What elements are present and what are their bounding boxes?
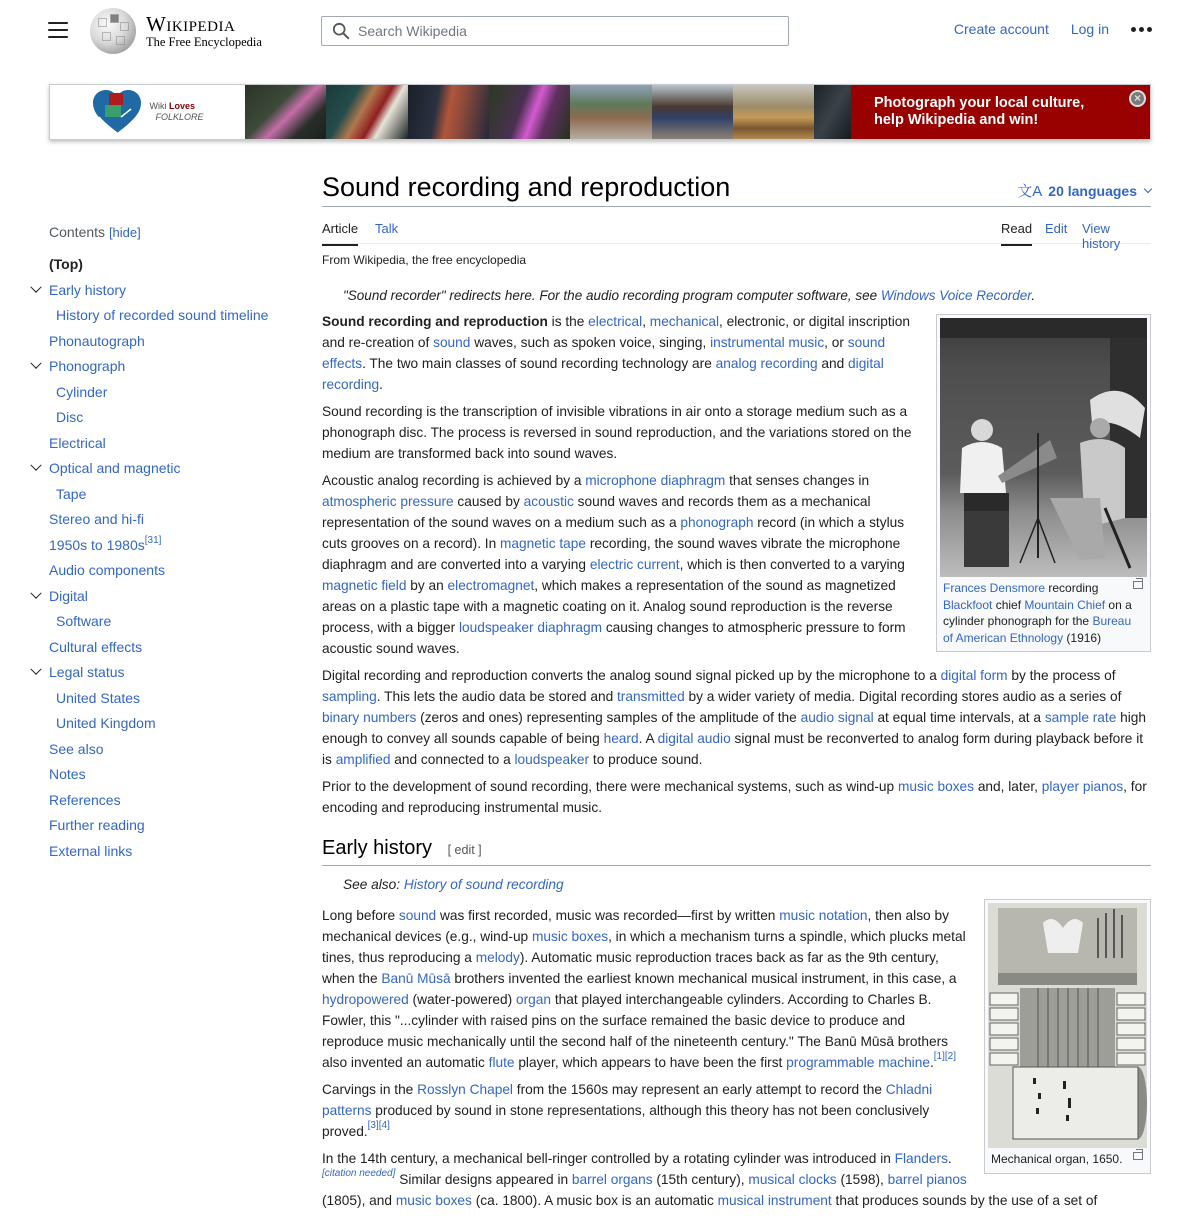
toc-item[interactable] — [49, 281, 279, 300]
paragraph — [322, 665, 1151, 770]
text-run: signal must be reconverted to analog form during playback before it is — [322, 731, 1144, 767]
toc-title: Contents — [49, 224, 106, 240]
article-link[interactable]: digital form — [940, 668, 1008, 683]
article-link[interactable]: Rosslyn Chapel — [417, 1082, 513, 1097]
banner-logo-folklore: FOLKLORE — [155, 112, 204, 122]
toc-item-label[interactable]: See also — [49, 740, 104, 757]
ellipsis-icon-dot — [1147, 27, 1152, 32]
banner-close-icon[interactable]: × — [1129, 90, 1146, 107]
article-link[interactable]: binary numbers — [322, 710, 417, 725]
banner-photo — [652, 85, 733, 139]
reference-sup[interactable]: [citation needed] — [322, 1168, 396, 1179]
toc-item-label[interactable]: Tape — [56, 485, 87, 502]
log-in-link[interactable]: Log in — [1070, 21, 1109, 37]
banner-photo — [326, 85, 407, 139]
text-run: chief — [992, 597, 1025, 612]
create-account-link[interactable]: Create account — [953, 21, 1049, 37]
article-link[interactable]: sampling — [322, 689, 377, 704]
see-also-note — [322, 874, 1151, 895]
bold-text: Sound recording and reproduction — [322, 314, 548, 329]
text-run: , which makes a representation of the sound as magnetized areas on a plastic tape with a magnetic coating on it. Analog sound reproduction is the reverse process, with a bigger — [322, 578, 896, 635]
toc-item-label[interactable]: Software — [56, 613, 112, 629]
tab-article[interactable]: Article — [322, 221, 358, 246]
article-link[interactable]: electrical — [588, 314, 643, 329]
toc-item-label[interactable]: Cultural effects — [49, 638, 143, 655]
text-run: on a cylinder phonograph for the — [943, 597, 1132, 628]
article-link[interactable]: microphone diaphragm — [585, 473, 726, 488]
article-link[interactable]: amplified — [335, 752, 391, 767]
text-run: , then also by mechanical devices (e.g., wind-up — [322, 908, 949, 944]
wikipedia-logo-link[interactable] — [90, 8, 262, 54]
article-link[interactable]: digital recording — [322, 356, 884, 392]
toc-item[interactable] — [49, 255, 279, 274]
toc-item-label[interactable]: History of recorded sound timeline — [56, 307, 269, 323]
text-run: Acoustic analog recording is achieved by a — [322, 473, 586, 488]
hamburger-icon-bar — [48, 29, 68, 31]
toc-item-ref[interactable]: [31] — [144, 534, 162, 546]
text-run: . A — [638, 731, 658, 746]
article-link[interactable]: music boxes — [531, 929, 609, 944]
toc-item-label[interactable]: United Kingdom — [56, 715, 156, 731]
figure-caption — [940, 577, 1147, 648]
toc-item[interactable] — [49, 740, 279, 759]
toc-item[interactable] — [49, 714, 279, 733]
chevron-down-icon[interactable] — [30, 281, 41, 292]
toc-item-label[interactable]: Stereo and hi-fi — [49, 511, 144, 527]
banner-photo — [570, 85, 651, 139]
reference-sup[interactable]: [3][4] — [367, 1120, 390, 1131]
text-run: that senses changes in — [725, 473, 870, 488]
text-run: , or — [824, 335, 848, 350]
article-link[interactable]: mechanical — [649, 314, 720, 329]
text-run: (1916) — [1063, 630, 1102, 645]
article-link[interactable]: musical clocks — [748, 1172, 837, 1187]
text-run: causing changes to atmospheric pressure to form acoustic sound waves. — [322, 620, 906, 656]
text-run: from the 1560s may represent an early attempt to record the — [512, 1082, 886, 1097]
article-link[interactable]: hydropowered — [322, 992, 409, 1007]
toc-hide-button[interactable]: [hide] — [108, 225, 141, 240]
text-run: at equal time intervals, at a — [873, 710, 1045, 725]
ellipsis-icon — [1131, 27, 1136, 32]
toc-item[interactable] — [49, 357, 279, 376]
text-run: (15th century), — [652, 1172, 749, 1187]
text-run: Long before — [322, 908, 399, 923]
banner-photo — [814, 85, 851, 139]
text-run: , for encoding and reproducing instrumental music. — [322, 779, 1147, 815]
text-run: . — [947, 1151, 952, 1166]
section-edit-link[interactable]: [ edit ] — [447, 843, 482, 857]
toc-item[interactable] — [49, 612, 279, 631]
text-run: and connected to a — [390, 752, 515, 767]
site-header — [0, 0, 1200, 62]
enlarge-icon[interactable] — [1133, 581, 1143, 589]
toc-item-label[interactable]: Optical and magnetic — [49, 460, 181, 476]
language-selector-button[interactable] — [1017, 180, 1151, 201]
article-link[interactable]: Banū Mūsā — [381, 971, 451, 986]
text-run: sound waves and records them as a mechanical representation of the sound waves on a medium such as a — [322, 494, 871, 530]
article-link[interactable]: magnetic field — [322, 578, 407, 593]
text-run: Prior to the development of sound recording, there were mechanical systems, such as wind-up — [322, 779, 898, 794]
article-link[interactable]: electromagnet — [447, 578, 535, 593]
article-link[interactable]: phonograph — [680, 515, 754, 530]
see-also-prefix: See also: — [343, 877, 404, 892]
ellipsis-icon-dot — [1139, 27, 1144, 32]
toc-item-label[interactable]: 1950s to 1980s — [49, 536, 145, 553]
search-input[interactable] — [358, 23, 758, 39]
article-link[interactable]: heard — [603, 731, 639, 746]
text-run: Sound recording is the transcription of invisible vibrations in air onto a storage medium such as a phonograph disc. The process is reversed in sound reproduction, and the variations stored on the medium are transformed back into sound waves. — [322, 404, 912, 461]
article-link[interactable]: Frances Densmore — [943, 581, 1046, 595]
text-run: and — [817, 356, 849, 371]
article-link[interactable]: Chladni patterns — [322, 1082, 933, 1118]
toc-item-label[interactable]: Further reading — [49, 817, 145, 833]
article-link[interactable]: sample rate — [1044, 710, 1117, 725]
hatnote-link[interactable]: Windows Voice Recorder — [880, 288, 1032, 303]
article-link[interactable]: acoustic — [523, 494, 574, 509]
banner-logo-loves: Loves — [169, 101, 196, 111]
article-link[interactable]: sound — [433, 335, 471, 350]
article-link[interactable]: transmitted — [616, 689, 685, 704]
text-run: recording, the sound waves vibrate the microphone diaphragm and are converted into a varying — [322, 536, 901, 572]
article-link[interactable]: barrel organs — [571, 1172, 653, 1187]
banner-cta[interactable] — [851, 85, 1150, 139]
banner-logo-wiki: Wiki — [149, 101, 167, 111]
article-link[interactable]: electric current — [589, 557, 680, 572]
toc-item-label[interactable]: (Top) — [49, 256, 83, 272]
article-link[interactable]: atmospheric pressure — [322, 494, 454, 509]
chevron-down-icon[interactable] — [30, 587, 41, 598]
banner-logo — [50, 85, 245, 139]
toc-item[interactable] — [49, 485, 279, 504]
article-link[interactable]: organ — [516, 992, 552, 1007]
article-link[interactable]: loudspeaker — [514, 752, 590, 767]
chevron-down-icon — [1144, 184, 1152, 192]
text-run: , which is then converted to a varying — [679, 557, 905, 572]
paragraph — [322, 776, 1151, 818]
text-run: is the — [547, 314, 589, 329]
toc-item-label[interactable]: Phonograph — [49, 358, 126, 374]
hatnote-text: "Sound recorder" redirects here. For the audio recording program computer software, see — [343, 288, 878, 303]
article-link[interactable]: sound effects — [322, 335, 886, 371]
chevron-down-icon[interactable] — [30, 460, 41, 471]
text-run: to produce sound. — [589, 752, 703, 767]
banner-photo — [489, 85, 570, 139]
toc-item-label[interactable]: Disc — [56, 409, 84, 425]
article-link[interactable]: Bureau of American Ethnology — [943, 614, 1132, 645]
toc-item-label[interactable]: References — [49, 791, 121, 808]
article-link[interactable]: Flanders — [894, 1151, 948, 1166]
search-box[interactable] — [321, 16, 789, 46]
text-run: . This lets the audio data be stored and — [376, 689, 617, 704]
text-run: high enough to convey all sounds capable of being — [322, 710, 1147, 746]
toc-item-label[interactable]: United States — [56, 689, 141, 706]
text-run: caused by — [453, 494, 524, 509]
toc-item[interactable] — [49, 689, 279, 708]
toc-item-label[interactable]: Phonautograph — [49, 332, 145, 349]
article-link[interactable]: audio signal — [800, 710, 874, 725]
article-link[interactable]: music boxes — [897, 779, 975, 794]
text-run: (zeros and ones) representing samples of the amplitude of the — [416, 710, 801, 725]
banner-photo — [733, 85, 814, 139]
wikipedia-globe-icon — [90, 8, 136, 54]
toc-item[interactable] — [49, 536, 279, 555]
text-run: Digital recording and reproduction converts the analog sound signal picked up by the microphone to a — [322, 668, 941, 683]
toc-item[interactable] — [49, 434, 279, 453]
puzzle-heart-icon — [91, 89, 143, 135]
search-icon — [332, 22, 350, 40]
wiki-loves-folklore-banner[interactable] — [49, 84, 1151, 140]
text-run: that produces sounds by the use of a set of — [831, 1193, 1098, 1208]
main-menu-button[interactable] — [48, 22, 68, 38]
toc-item[interactable] — [49, 383, 279, 402]
tab-read[interactable]: Read — [1001, 221, 1032, 246]
text-run: . — [379, 377, 383, 392]
text-run: , electronic, or digital inscription and re-creation of — [322, 314, 910, 350]
text-run: Similar designs appeared in — [395, 1172, 572, 1187]
text-run: player, which appears to have been the first — [514, 1055, 787, 1070]
toc-item[interactable] — [49, 408, 279, 427]
page-tabs — [322, 207, 1151, 251]
toc-item[interactable] — [49, 816, 279, 835]
mechanical-organ-image[interactable] — [988, 903, 1147, 1148]
article-link[interactable]: player pianos — [1041, 779, 1124, 794]
reference-sup[interactable]: [1][2] — [933, 1051, 957, 1062]
toc-item[interactable] — [49, 638, 279, 657]
banner-cta-line2: help Wikipedia and win! — [874, 112, 1039, 128]
article-link[interactable]: Mountain Chief — [1024, 597, 1106, 612]
article-link[interactable]: sound — [398, 908, 437, 923]
tab-view-history[interactable]: View history — [1082, 221, 1121, 251]
toc-item[interactable] — [49, 765, 279, 784]
text-run: by the process of — [1007, 668, 1116, 683]
toc-item[interactable] — [49, 306, 279, 325]
text-run: produced by sound in stone representations, although this theory has not been conclusively proved. — [322, 1103, 930, 1139]
toc-item[interactable] — [49, 561, 279, 580]
hatnote-period: . — [1031, 288, 1036, 303]
text-run: In the 14th century, a mechanical bell-ringer controlled by a rotating cylinder was introduced in — [322, 1151, 895, 1166]
article-link[interactable]: melody — [475, 950, 520, 965]
article-link[interactable]: instrumental music — [710, 335, 825, 350]
toc-item[interactable] — [49, 332, 279, 351]
article-main — [322, 160, 1151, 1217]
text-run: , — [642, 314, 650, 329]
figure-caption-text: Mechanical organ, 1650. — [991, 1152, 1123, 1166]
text-run: brothers invented the earliest known mechanical musical instrument, in this case, a — [450, 971, 957, 986]
banner-photo — [408, 85, 489, 139]
section-title: Early history — [322, 837, 433, 859]
text-run: by an — [406, 578, 448, 593]
text-run: (water-powered) — [408, 992, 517, 1007]
translate-icon: 文A — [1017, 183, 1043, 200]
toc-item[interactable] — [49, 459, 279, 478]
logo-wordmark: Wikipedia — [146, 11, 236, 36]
article-link[interactable]: flute — [488, 1055, 515, 1070]
banner-photo — [245, 85, 326, 139]
article-link[interactable]: musical instrument — [717, 1193, 832, 1208]
see-also-link[interactable]: History of sound recording — [403, 877, 564, 892]
article-link[interactable]: Blackfoot — [943, 597, 993, 612]
toc-item-label[interactable]: Digital — [49, 587, 88, 604]
page-title: Sound recording and reproduction — [322, 172, 731, 202]
text-run: waves, such as spoken voice, singing, — [470, 335, 711, 350]
toc-item-label[interactable]: Early history — [49, 281, 127, 298]
article-link[interactable]: programmable machine — [786, 1055, 930, 1070]
text-run: recording — [1045, 581, 1099, 595]
toc-item[interactable] — [49, 510, 279, 529]
text-run: Carvings in the — [322, 1082, 418, 1097]
article-link[interactable]: music notation — [779, 908, 868, 923]
densmore-photo[interactable] — [940, 318, 1147, 577]
toc-item-label[interactable]: Audio components — [49, 562, 165, 578]
more-options-button[interactable] — [1131, 27, 1152, 32]
figure-caption — [988, 1148, 1147, 1170]
logo-tagline: The Free Encyclopedia — [146, 34, 262, 49]
text-run: and, later, — [974, 779, 1042, 794]
text-run: that played interchangeable cylinders. According to Charles B. Fowler, this "...cylinder with raised pins on the surface remained the basic device to produce and reproduce music mechanically until the second half of the nineteenth century." The Banū Mūsā brothers also invented an automatic — [322, 992, 948, 1070]
text-run: (1598), — [836, 1172, 888, 1187]
hatnote — [322, 288, 1151, 303]
banner-photo-strip — [245, 85, 851, 139]
section-heading-early-history — [322, 838, 1151, 866]
hamburger-icon-bar — [48, 36, 68, 38]
toc-item[interactable] — [49, 791, 279, 810]
chevron-down-icon[interactable] — [30, 664, 41, 675]
toc-item-label[interactable]: External links — [49, 842, 133, 859]
text-run: (1805), and — [322, 1193, 396, 1208]
text-run: by a wider variety of media. Digital recording stores audio as a series of — [684, 689, 1122, 704]
language-count: 20 languages — [1048, 182, 1137, 199]
figure-densmore — [936, 314, 1151, 652]
toc-item[interactable] — [49, 663, 279, 682]
banner-cta-line1: Photograph your local culture, — [874, 95, 1085, 111]
tab-talk[interactable]: Talk — [375, 221, 399, 236]
toc-item-label[interactable]: Notes — [49, 766, 86, 782]
article-link[interactable]: magnetic tape — [500, 536, 587, 551]
text-run: , in which a mechanism turns a spindle, which plucks metal tines, thus reproducing a — [322, 929, 966, 965]
article-link[interactable]: loudspeaker diaphragm — [458, 620, 603, 635]
text-run: record (in which a stylus cuts grooves on a record). In — [322, 515, 905, 551]
text-run: . — [929, 1055, 934, 1070]
site-tagline: From Wikipedia, the free encyclopedia — [322, 253, 527, 267]
hamburger-icon — [48, 22, 68, 24]
toc-item[interactable] — [49, 842, 279, 861]
toc-item-label[interactable]: Cylinder — [56, 383, 108, 400]
toc-item-label[interactable]: Legal status — [49, 664, 125, 680]
tab-edit[interactable]: Edit — [1045, 221, 1068, 236]
enlarge-icon[interactable] — [1133, 1152, 1143, 1160]
article-link[interactable]: digital audio — [657, 731, 731, 746]
toc-item[interactable] — [49, 587, 279, 606]
text-run: (ca. 1800). A music box is an automatic — [471, 1193, 718, 1208]
table-of-contents — [49, 224, 279, 867]
article-link[interactable]: analog recording — [715, 356, 818, 371]
article-body — [322, 311, 1151, 1211]
text-run: . The two main classes of sound recording technology are — [362, 356, 716, 371]
figure-mechanical-organ — [984, 899, 1151, 1174]
article-link[interactable]: barrel pianos — [887, 1172, 967, 1187]
toc-item-label[interactable]: Electrical — [49, 434, 106, 451]
text-run: ). Automatic music reproduction traces back as far as the 9th century, when the — [322, 950, 939, 986]
text-run: was first recorded, music was recorded—first by written — [436, 908, 780, 923]
chevron-down-icon[interactable] — [30, 358, 41, 369]
article-link[interactable]: music boxes — [395, 1193, 472, 1208]
